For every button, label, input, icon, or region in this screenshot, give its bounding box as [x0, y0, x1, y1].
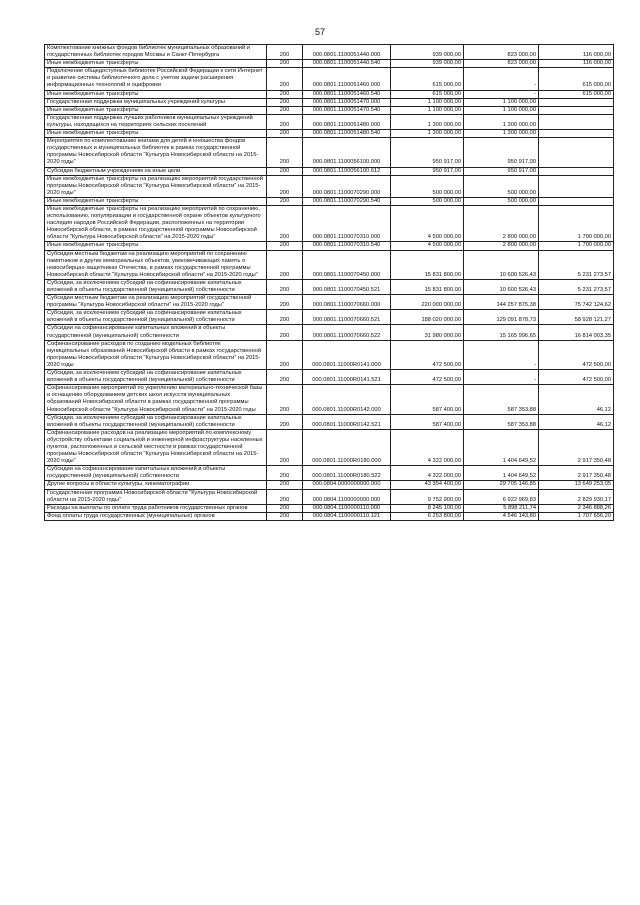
row-executed-cell: 1 100 000,00	[464, 98, 539, 106]
row-unexecuted-cell	[539, 167, 614, 175]
table-row	[45, 310, 614, 325]
row-approved-cell: 8 245 100,00	[391, 504, 464, 512]
row-name-cell: Иные межбюджетные трансферты	[45, 106, 267, 114]
row-admin-code-cell: 200	[267, 481, 303, 489]
row-unexecuted-cell: 615 000,00	[539, 68, 614, 90]
row-executed-cell: -	[464, 340, 539, 369]
row-unexecuted-cell: 116 000,00	[539, 45, 614, 60]
row-name-cell: Расходы на выплаты по оплате труда работников государственных органов	[45, 504, 267, 512]
row-admin-code-cell: 200	[267, 60, 303, 68]
row-executed-cell: 950 917,00	[464, 167, 539, 175]
row-approved-cell: 4 500 000,00	[391, 242, 464, 250]
row-unexecuted-cell: 2 346 888,26	[539, 504, 614, 512]
row-budget-code-cell: 000.0801.1100051460.540	[303, 90, 391, 98]
row-approved-cell: 4 322 000,00	[391, 429, 464, 465]
row-approved-cell: 615 000,00	[391, 90, 464, 98]
row-budget-code-cell: 000.0801.1100051470.000	[303, 98, 391, 106]
row-unexecuted-cell: 5 231 273,57	[539, 279, 614, 294]
row-executed-cell: 950 917,00	[464, 138, 539, 167]
table-row	[45, 60, 614, 68]
row-executed-cell: 4 546 143,80	[464, 512, 539, 520]
row-name-cell: Субсидии местным бюджетам на реализацию мероприятий государственной программы "Культура Новосибирской области" на 2015-2020 годы"	[45, 295, 267, 310]
row-admin-code-cell: 200	[267, 489, 303, 504]
row-approved-cell: 500 000,00	[391, 197, 464, 205]
row-budget-code-cell: 000.0801.1100056100.612	[303, 167, 391, 175]
row-budget-code-cell: 000.0804.1100000110.000	[303, 504, 391, 512]
row-name-cell: Софинансирование мероприятий по укреплению материально-технической базы и оснащению оборудованием детских школ искусств муниципальных образований Новосибирской области в рамках государственной программы Новосибирской области "Культура Новосибирской области" на 2015-2020 годы	[45, 385, 267, 414]
row-budget-code-cell: 000.0801.1100051440.540	[303, 60, 391, 68]
row-unexecuted-cell: 2 917 350,48	[539, 466, 614, 481]
row-unexecuted-cell: 5 231 273,57	[539, 250, 614, 279]
row-executed-cell: 6 922 969,83	[464, 489, 539, 504]
table-row	[45, 512, 614, 520]
row-executed-cell: 587 353,88	[464, 414, 539, 429]
row-name-cell: Подключение общедоступных библиотек Российской Федерации к сети Интернет и развитие системы библиотечного дела с учетом задачи расширения информационных технологий и оцифровки	[45, 68, 267, 90]
row-admin-code-cell: 200	[267, 512, 303, 520]
table-row	[45, 250, 614, 279]
row-executed-cell: 587 353,88	[464, 385, 539, 414]
row-approved-cell: 1 300 000,00	[391, 130, 464, 138]
row-name-cell: Субсидии на софинансирование капитальных вложений в объекты государственной (муниципальной) собственности	[45, 466, 267, 481]
row-admin-code-cell: 200	[267, 90, 303, 98]
row-executed-cell: 15 165 996,65	[464, 325, 539, 340]
row-executed-cell: 2 800 000,00	[464, 242, 539, 250]
row-executed-cell: 823 000,00	[464, 60, 539, 68]
row-admin-code-cell: 200	[267, 68, 303, 90]
row-admin-code-cell: 200	[267, 295, 303, 310]
table-row	[45, 130, 614, 138]
row-unexecuted-cell: 1 700 000,00	[539, 205, 614, 241]
table-row	[45, 385, 614, 414]
row-approved-cell: 472 500,00	[391, 340, 464, 369]
row-name-cell: Субсидии, за исключением субсидий на софинансирование капитальных вложений в объекты государственной (муниципальной) собственности	[45, 279, 267, 294]
row-approved-cell: 1 300 000,00	[391, 114, 464, 129]
row-unexecuted-cell	[539, 197, 614, 205]
row-executed-cell: 5 898 211,74	[464, 504, 539, 512]
table-row	[45, 340, 614, 369]
row-admin-code-cell: 200	[267, 205, 303, 241]
table-row	[45, 414, 614, 429]
row-name-cell: Софинансирование расходов на реализацию мероприятий по комплексному обустройству объектами социальной и инженерной инфраструктуры населенных пунктов, расположенных в сельской местности в рамках государственной программы Новосибирской области "Культура Новосибирской области на 2015-2020 годы"	[45, 429, 267, 465]
row-executed-cell: 10 600 526,43	[464, 250, 539, 279]
table-row	[45, 98, 614, 106]
row-approved-cell: 220 000 000,00	[391, 295, 464, 310]
row-executed-cell: 29 705 146,85	[464, 481, 539, 489]
row-budget-code-cell: 000.0801.1100070310.000	[303, 205, 391, 241]
row-admin-code-cell: 200	[267, 98, 303, 106]
row-unexecuted-cell: 16 814 003,35	[539, 325, 614, 340]
row-admin-code-cell: 200	[267, 106, 303, 114]
row-budget-code-cell: 000.0801.1100070450.521	[303, 279, 391, 294]
row-admin-code-cell: 200	[267, 138, 303, 167]
row-budget-code-cell: 000.0801.1100070310.540	[303, 242, 391, 250]
row-approved-cell: 1 100 000,00	[391, 106, 464, 114]
row-approved-cell: 500 000,00	[391, 175, 464, 197]
row-executed-cell: 2 800 000,00	[464, 205, 539, 241]
row-unexecuted-cell	[539, 106, 614, 114]
table-row	[45, 167, 614, 175]
row-name-cell: Софинансирование расходов по созданию модельных библиотек муниципальных образований Новосибирской области в рамках государственной программы Новосибирской области "Культура Новосибирской области" на 2015-2020 годы	[45, 340, 267, 369]
table-row	[45, 466, 614, 481]
table-row	[45, 504, 614, 512]
row-budget-code-cell: 000.0801.11000R0141.000	[303, 340, 391, 369]
row-name-cell: Иные межбюджетные трансферты	[45, 130, 267, 138]
row-approved-cell: 587 400,00	[391, 414, 464, 429]
row-budget-code-cell: 000.0801.1100051470.540	[303, 106, 391, 114]
row-executed-cell: 1 404 649,52	[464, 466, 539, 481]
table-row	[45, 489, 614, 504]
row-unexecuted-cell	[539, 130, 614, 138]
budget-table-body	[45, 45, 614, 521]
row-budget-code-cell: 000.0801.1100070660.000	[303, 295, 391, 310]
table-row	[45, 138, 614, 167]
row-executed-cell: 129 091 878,73	[464, 310, 539, 325]
row-executed-cell: 144 257 875,38	[464, 295, 539, 310]
row-unexecuted-cell	[539, 114, 614, 129]
row-budget-code-cell: 000.0801.11000R0142.000	[303, 385, 391, 414]
row-admin-code-cell: 200	[267, 325, 303, 340]
row-unexecuted-cell	[539, 175, 614, 197]
row-approved-cell: 15 831 800,00	[391, 279, 464, 294]
row-unexecuted-cell: 615 000,00	[539, 90, 614, 98]
row-approved-cell: 188 020 000,00	[391, 310, 464, 325]
row-budget-code-cell: 000.0801.11000R0141.521	[303, 370, 391, 385]
row-name-cell: Иные межбюджетные трансферты	[45, 197, 267, 205]
page-number: 57	[314, 27, 325, 37]
row-admin-code-cell: 200	[267, 45, 303, 60]
row-budget-code-cell: 000.0804.1100000000.000	[303, 489, 391, 504]
table-row	[45, 205, 614, 241]
row-admin-code-cell: 200	[267, 175, 303, 197]
row-executed-cell: 500 000,00	[464, 175, 539, 197]
table-row	[45, 295, 614, 310]
row-name-cell: Государственная поддержка муниципальных учреждений культуры	[45, 98, 267, 106]
row-unexecuted-cell	[539, 98, 614, 106]
table-row	[45, 325, 614, 340]
table-row	[45, 429, 614, 465]
row-unexecuted-cell: 13 649 253,05	[539, 481, 614, 489]
row-name-cell: Государственная программа Новосибирской области "Культура Новосибирской области на 2015-2020 годы"	[45, 489, 267, 504]
row-name-cell: Субсидии, за исключением субсидий на софинансирование капитальных вложений в объекты государственной (муниципальной) собственности	[45, 370, 267, 385]
row-approved-cell: 950 917,00	[391, 138, 464, 167]
table-row	[45, 90, 614, 98]
row-budget-code-cell: 000.0804.1100000110.121	[303, 512, 391, 520]
table-row	[45, 242, 614, 250]
row-unexecuted-cell: 116 000,00	[539, 60, 614, 68]
row-approved-cell: 615 000,00	[391, 68, 464, 90]
row-approved-cell: 4 500 000,00	[391, 205, 464, 241]
table-row	[45, 279, 614, 294]
row-admin-code-cell: 200	[267, 279, 303, 294]
row-admin-code-cell: 200	[267, 250, 303, 279]
row-budget-code-cell: 000.0801.11000R0180.000	[303, 429, 391, 465]
row-approved-cell: 939 000,00	[391, 45, 464, 60]
row-unexecuted-cell: 1 700 000,00	[539, 242, 614, 250]
table-row	[45, 481, 614, 489]
row-name-cell: Мероприятия по комплектованию книгами для детей и юношества фондов государственных и муниципальных библиотек в рамках государственной программы Новосибирской области "Культура Новосибирской области на 2015-2020 годы"	[45, 138, 267, 167]
row-name-cell: Субсидии бюджетным учреждениям на иные цели	[45, 167, 267, 175]
row-admin-code-cell: 200	[267, 130, 303, 138]
row-unexecuted-cell: 75 742 124,62	[539, 295, 614, 310]
budget-table	[44, 44, 614, 521]
row-unexecuted-cell: 46,12	[539, 385, 614, 414]
row-executed-cell: -	[464, 90, 539, 98]
row-admin-code-cell: 200	[267, 385, 303, 414]
row-budget-code-cell: 000.0801.1100070290.540	[303, 197, 391, 205]
row-approved-cell: 472 500,00	[391, 370, 464, 385]
row-unexecuted-cell: 46,12	[539, 414, 614, 429]
table-row	[45, 197, 614, 205]
row-name-cell: Субсидии местным бюджетам на реализацию мероприятий по сохранению памятников и других мемориальных объектов, увековечивающих память о новосибирцах-защитниках Отечества, в рамках государственной программы Новосибирской области "Культура Новосибирской области" на 2015-2020 годы"	[45, 250, 267, 279]
row-executed-cell: 500 000,00	[464, 197, 539, 205]
row-executed-cell: 1 100 000,00	[464, 106, 539, 114]
row-admin-code-cell: 200	[267, 114, 303, 129]
row-approved-cell: 15 831 800,00	[391, 250, 464, 279]
row-budget-code-cell: 000.0801.1100051460.000	[303, 68, 391, 90]
row-approved-cell: 6 253 800,00	[391, 512, 464, 520]
row-admin-code-cell: 200	[267, 197, 303, 205]
row-admin-code-cell: 200	[267, 370, 303, 385]
row-executed-cell: -	[464, 68, 539, 90]
row-name-cell: Другие вопросы в области культуры, кинематографии	[45, 481, 267, 489]
row-name-cell: Субсидии, за исключением субсидий на софинансирование капитальных вложений в объекты государственной (муниципальной) собственности	[45, 414, 267, 429]
row-name-cell: Иные межбюджетные трансферты	[45, 60, 267, 68]
row-admin-code-cell: 200	[267, 167, 303, 175]
table-row	[45, 68, 614, 90]
row-budget-code-cell: 000.0801.1100056100.000	[303, 138, 391, 167]
row-admin-code-cell: 200	[267, 504, 303, 512]
row-approved-cell: 939 000,00	[391, 60, 464, 68]
row-executed-cell: 823 000,00	[464, 45, 539, 60]
row-executed-cell: 1 300 000,00	[464, 130, 539, 138]
table-row	[45, 106, 614, 114]
row-budget-code-cell: 000.0801.1100051480.000	[303, 114, 391, 129]
row-unexecuted-cell: 472 500,00	[539, 370, 614, 385]
row-name-cell: Фонд оплаты труда государственных (муниципальных) органов	[45, 512, 267, 520]
row-budget-code-cell: 000.0801.1100070450.000	[303, 250, 391, 279]
row-approved-cell: 950 917,00	[391, 167, 464, 175]
row-name-cell: Комплектование книжных фондов библиотек муниципальных образований и государственных библиотек городов Москвы и Санкт-Петербурга	[45, 45, 267, 60]
row-budget-code-cell: 000.0801.1100051480.540	[303, 130, 391, 138]
row-executed-cell: 1 404 649,52	[464, 429, 539, 465]
row-name-cell: Иные межбюджетные трансферты	[45, 242, 267, 250]
row-admin-code-cell: 200	[267, 310, 303, 325]
row-admin-code-cell: 200	[267, 242, 303, 250]
row-budget-code-cell: 000.0801.1100070290.000	[303, 175, 391, 197]
row-name-cell: Иные межбюджетные трансферты на реализацию мероприятий по сохранению, использованию, популяризации и государственной охране объектов культурного наследия народов Российской Федерации, расположенных на территории Новосибирской области, в рамках государственной программы Новосибирской области "Культура Новосибирской области" на 2015-2020 годы"	[45, 205, 267, 241]
row-budget-code-cell: 000.0801.11000R0142.521	[303, 414, 391, 429]
row-unexecuted-cell: 58 928 121,27	[539, 310, 614, 325]
row-name-cell: Иные межбюджетные трансферты	[45, 90, 267, 98]
table-row	[45, 114, 614, 129]
row-name-cell: Государственная поддержка лучших работников муниципальных учреждений культуры, находящихся на территориях сельских поселений	[45, 114, 267, 129]
row-approved-cell: 31 980 000,00	[391, 325, 464, 340]
row-budget-code-cell: 000.0801.1100051440.000	[303, 45, 391, 60]
row-approved-cell: 4 322 000,00	[391, 466, 464, 481]
table-row	[45, 175, 614, 197]
row-approved-cell: 587 400,00	[391, 385, 464, 414]
row-unexecuted-cell	[539, 138, 614, 167]
row-budget-code-cell: 000.0801.11000R0180.522	[303, 466, 391, 481]
row-unexecuted-cell: 2 829 930,17	[539, 489, 614, 504]
row-name-cell: Субсидии на софинансирование капитальных вложений в объекты государственной (муниципальной) собственности	[45, 325, 267, 340]
row-executed-cell: 10 600 526,43	[464, 279, 539, 294]
row-admin-code-cell: 200	[267, 466, 303, 481]
table-row	[45, 45, 614, 60]
table-row	[45, 370, 614, 385]
row-unexecuted-cell: 2 917 350,48	[539, 429, 614, 465]
row-approved-cell: 1 100 000,00	[391, 98, 464, 106]
row-name-cell: Субсидии, за исключением субсидий на софинансирование капитальных вложений в объекты государственной (муниципальной) собственности	[45, 310, 267, 325]
row-executed-cell: 1 300 000,00	[464, 114, 539, 129]
row-approved-cell: 43 354 400,00	[391, 481, 464, 489]
row-name-cell: Иные межбюджетные трансферты на реализацию мероприятий государственной программы Новосибирской области "Культура Новосибирской области" на 2015-2020 годы"	[45, 175, 267, 197]
row-admin-code-cell: 200	[267, 340, 303, 369]
row-budget-code-cell: 000.0804.0000000000.000	[303, 481, 391, 489]
row-executed-cell: -	[464, 370, 539, 385]
row-admin-code-cell: 200	[267, 429, 303, 465]
row-admin-code-cell: 200	[267, 414, 303, 429]
row-budget-code-cell: 000.0801.1100070660.522	[303, 325, 391, 340]
row-approved-cell: 9 752 900,00	[391, 489, 464, 504]
row-unexecuted-cell: 472 500,00	[539, 340, 614, 369]
row-budget-code-cell: 000.0801.1100070660.521	[303, 310, 391, 325]
row-unexecuted-cell: 1 707 656,20	[539, 512, 614, 520]
